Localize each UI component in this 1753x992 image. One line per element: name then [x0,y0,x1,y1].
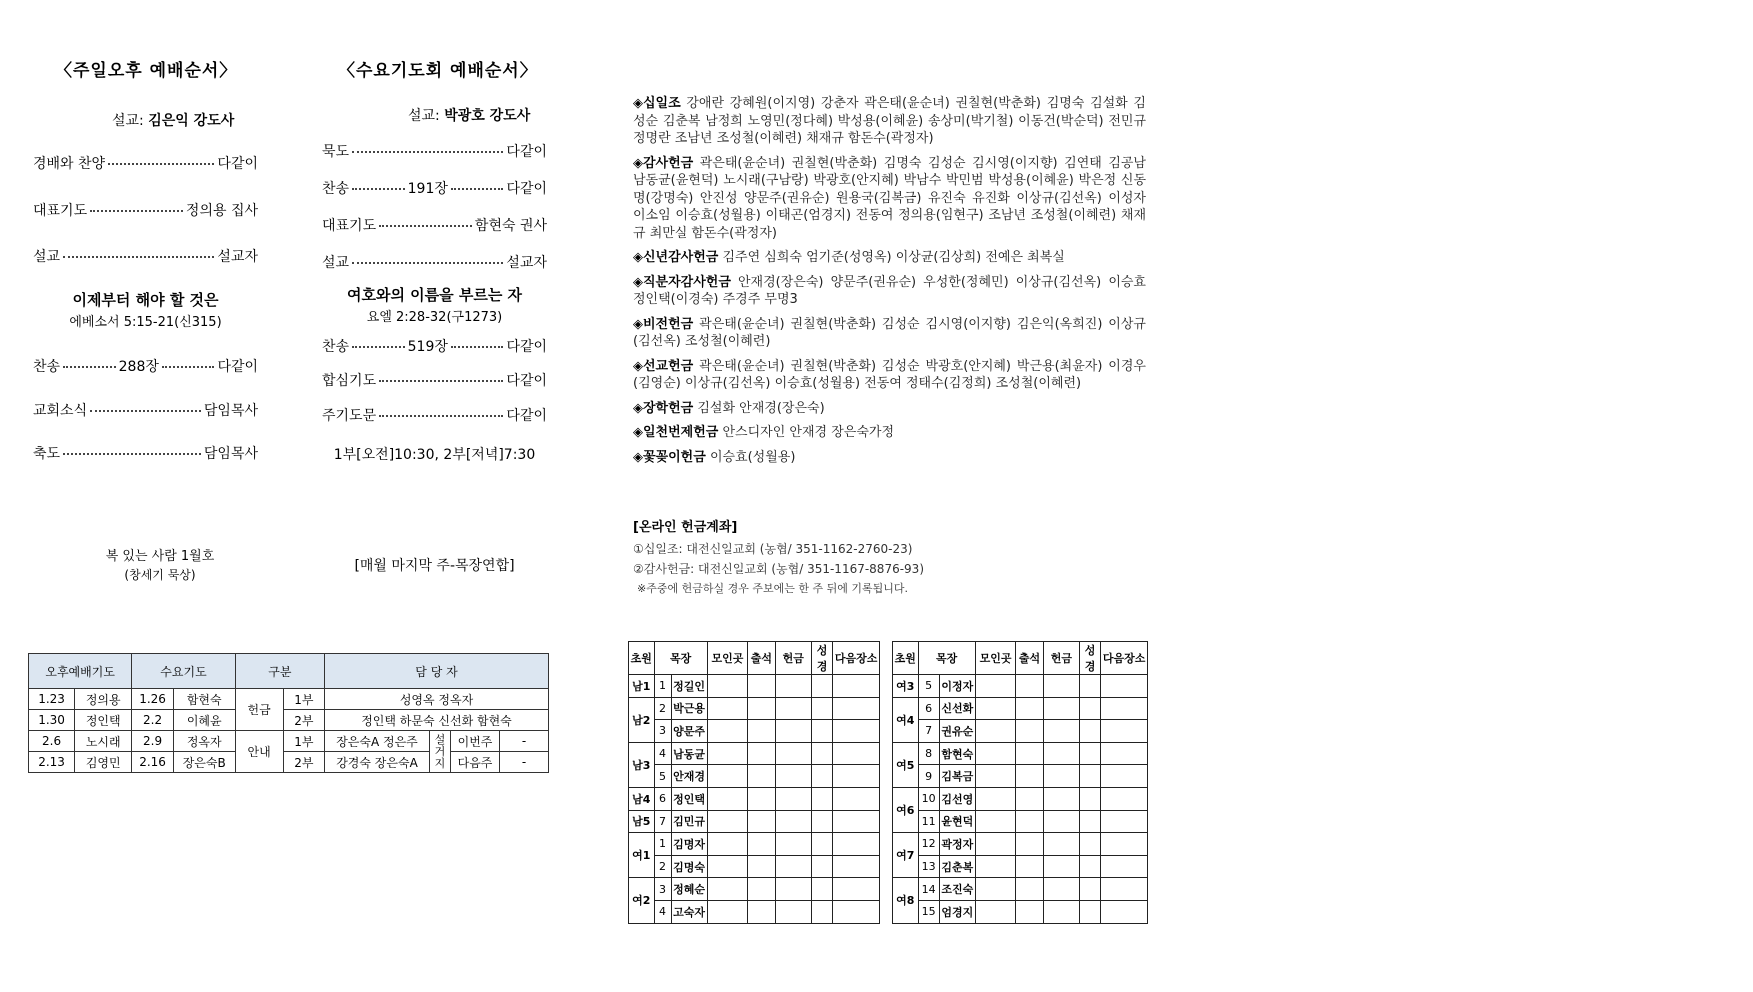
group-leader: 이정자 [939,675,975,698]
empty-cell [1080,787,1101,810]
empty-cell [748,720,776,743]
group-leader: 박근용 [671,697,707,720]
empty-cell [975,833,1015,856]
empty-cell [833,675,880,698]
online-line-1: ①십일조: 대전신일교회 (농협/ 351-1162-2760-23) [633,542,913,556]
empty-cell [1016,675,1044,698]
group-number: 5 [918,675,939,698]
group-leader: 김명자 [671,833,707,856]
table-row [629,833,880,856]
wednesday-item-3: 대표기도 함현숙 권사 [322,218,547,234]
group-leader: 함현숙 [939,742,975,765]
table-row [893,697,1148,720]
sunday-item-3: 설교 설교자 [33,249,258,265]
empty-cell [833,878,880,901]
empty-cell [1043,697,1079,720]
wednesday-title: 〈수요기도회 예배순서〉 [338,61,538,81]
empty-cell [748,833,776,856]
empty-cell [1016,900,1044,923]
group-number: 8 [918,742,939,765]
empty-cell [975,742,1015,765]
empty-cell [975,787,1015,810]
empty-cell [1101,787,1148,810]
empty-cell [1080,900,1101,923]
table-row [893,855,1148,878]
offering-scholarship: ◈장학헌금 김설화 안재경(장은숙) [633,400,825,416]
chowon-cell: 여6 [893,787,919,832]
sunday-item-6: 축도 담임목사 [33,446,258,462]
empty-cell [1080,878,1101,901]
chowon-cell: 여1 [629,833,655,878]
table-row: 2.13 김영민 2.16 장은숙B 2부 강경숙 장은숙A 다음주 - [29,752,549,773]
empty-cell [1016,742,1044,765]
offering-flower: ◈꽃꽂이헌금 이승효(성월용) [633,449,796,465]
offering-tithe: ◈십일조 강애란 강혜원(이지영) 강춘자 곽은태(윤순녀) 권칠현(박춘화) 김명숙 김설화 김성순 김춘복 남정희 노영민(정다혜) 박성용(이혜윤) 송상미(박기철) 이동건(박순덕) 전민규 정명란 조남년 조성철(이혜련) 채재규 함돈수(곽정자) [633,96,1146,146]
empty-cell [748,787,776,810]
wednesday-footer: [매월 마지막 주-목장연합] [354,558,515,574]
group-leader: 김민규 [671,810,707,833]
table-row [893,675,1148,698]
empty-cell [1016,855,1044,878]
empty-cell [707,810,747,833]
empty-cell [833,855,880,878]
group-table-left: 초원 목장 모인곳 출석 헌금 성경 다음장소 남1 1 정길인 남2 2 박근용 3 양문주 남3 4 남동균 5 안재경 남4 6 정인택 남5 7 김민규 여1 1 김명자 2 김명숙 여2 3 정혜순 4 고숙자 [628,641,880,924]
group-leader: 조진숙 [939,878,975,901]
sunday-footer-2: (창세기 묵상) [124,568,196,582]
chowon-cell: 여4 [893,697,919,742]
group-leader: 곽정자 [939,833,975,856]
empty-cell [975,675,1015,698]
empty-cell [975,878,1015,901]
empty-cell [1016,720,1044,743]
empty-cell [975,900,1015,923]
group-leader: 양문주 [671,720,707,743]
online-title: [온라인 헌금계좌] [633,520,738,535]
empty-cell [707,720,747,743]
offering-newyear: ◈신년감사헌금 김주연 심희숙 엄기준(성영옥) 이상균(김상희) 전예은 최복실 [633,250,1065,265]
wednesday-item-5: 찬송 519장 다같이 [322,339,548,355]
empty-cell [1101,742,1148,765]
group-number: 9 [918,765,939,788]
empty-cell [1016,787,1044,810]
empty-cell [833,697,880,720]
group-number: 3 [654,720,671,743]
empty-cell [775,878,811,901]
empty-cell [1043,810,1079,833]
wednesday-item-2: 찬송 191장 다같이 [322,181,548,197]
empty-cell [1043,787,1079,810]
empty-cell [811,742,832,765]
wednesday-item-1: 묵도 다같이 [322,144,547,160]
empty-cell [1101,720,1148,743]
sunday-preacher: 설교: 김은익 강도사 [112,113,235,129]
offering-mission: ◈선교헌금 곽은태(윤순녀) 권칠현(박춘화) 김성순 박광호(안지혜) 박근용(최윤자) 이경우(김영순) 이상규(김선옥) 이승효(성월용) 전동여 정태수(김정희) 조성철(이혜련) [633,358,1146,391]
empty-cell [748,742,776,765]
empty-cell [811,697,832,720]
empty-cell [833,720,880,743]
empty-cell [748,878,776,901]
chowon-cell: 여7 [893,833,919,878]
empty-cell [748,765,776,788]
group-leader: 안재경 [671,765,707,788]
group-leader: 엄경지 [939,900,975,923]
empty-cell [1016,810,1044,833]
table-row [893,720,1148,743]
group-leader: 고숙자 [671,900,707,923]
table-row [629,810,880,833]
group-leader: 남동균 [671,742,707,765]
empty-cell [1043,720,1079,743]
empty-cell [1016,697,1044,720]
sunday-item-4: 찬송 288장 다같이 [33,359,259,375]
sunday-item-1: 경배와 찬양 다같이 [33,156,258,172]
empty-cell [775,833,811,856]
empty-cell [775,900,811,923]
empty-cell [775,810,811,833]
empty-cell [1080,833,1101,856]
group-leader: 정길인 [671,675,707,698]
table-row [629,855,880,878]
empty-cell [707,742,747,765]
group-number: 2 [654,697,671,720]
empty-cell [1043,900,1079,923]
empty-cell [1101,855,1148,878]
empty-cell [707,900,747,923]
empty-cell [1080,675,1101,698]
empty-cell [775,855,811,878]
group-number: 4 [654,900,671,923]
group-leader: 김복금 [939,765,975,788]
empty-cell [707,878,747,901]
table-row [629,878,880,901]
empty-cell [975,855,1015,878]
empty-cell [1080,765,1101,788]
empty-cell [1016,878,1044,901]
offering-thousand: ◈일천번제헌금 안스디자인 안재경 장은숙가정 [633,425,895,440]
duty-header: 수요기도 [132,654,235,689]
wednesday-item-7: 주기도문 다같이 [322,408,547,424]
empty-cell [1043,855,1079,878]
empty-cell [775,675,811,698]
chowon-cell: 남2 [629,697,655,742]
empty-cell [975,697,1015,720]
empty-cell [1101,697,1148,720]
empty-cell [811,765,832,788]
group-number: 1 [654,675,671,698]
wednesday-time: 1부[오전]10:30, 2부[저녁]7:30 [333,447,536,463]
table-row [893,810,1148,833]
empty-cell [775,742,811,765]
sunday-footer-1: 복 있는 사람 1월호 [105,549,215,564]
empty-cell [833,833,880,856]
empty-cell [1016,833,1044,856]
group-number: 11 [918,810,939,833]
empty-cell [1080,810,1101,833]
table-row [629,900,880,923]
duty-header: 담 당 자 [325,654,549,689]
group-number: 5 [654,765,671,788]
table-row [893,833,1148,856]
offerings-list [633,95,1146,473]
table-row [629,742,880,765]
empty-cell [707,675,747,698]
empty-cell [1043,765,1079,788]
wednesday-item-4: 설교 설교자 [322,255,547,271]
group-leader: 권유순 [939,720,975,743]
empty-cell [707,697,747,720]
table-row: 1.30 정인택 2.2 이혜윤 2부 정인택 하문숙 신선화 함현숙 [29,710,549,731]
empty-cell [775,697,811,720]
empty-cell [748,900,776,923]
offering-vision: ◈비전헌금 곽은태(윤순녀) 권칠현(박춘화) 김성순 김시영(이지향) 김은익(옥희진) 이상규(김선옥) 조성철(이혜련) [633,316,1146,349]
wednesday-sermon-title: 여호와의 이름을 부르는 자 [346,286,523,304]
group-number: 7 [654,810,671,833]
group-number: 2 [654,855,671,878]
table-row [893,765,1148,788]
group-leader: 김춘복 [939,855,975,878]
group-number: 12 [918,833,939,856]
empty-cell [833,765,880,788]
group-number: 4 [654,742,671,765]
group-number: 1 [654,833,671,856]
group-number: 14 [918,878,939,901]
chowon-cell: 여5 [893,742,919,787]
wednesday-item-6: 합심기도 다같이 [322,373,547,389]
group-leader: 김선영 [939,787,975,810]
offering-thanks: ◈감사헌금 곽은태(윤순녀) 권칠현(박춘화) 김명숙 김성순 김시영(이지향) 김연태 김공남 남동균(윤현덕) 노시래(구남랑) 박광호(안지혜) 박남수 박민범 박성용(이혜윤) 박은정 신동명(강명숙) 안진성 양문주(권유순) 원용국(김복금) 유진숙 유진화 이상규(김선옥) 이성자 이소임 이승효(성월용) 이태곤(엄경지) 전동여 정의용(임현구) 조남년 조성철(이혜련) 채재규 최만실 함돈수(곽정자) [633,155,1146,241]
empty-cell [748,675,776,698]
group-number: 6 [654,787,671,810]
offering-officer: ◈직분자감사헌금 안재경(장은숙) 양문주(권유순) 우성한(정혜민) 이상규(김선옥) 이승효 정인택(이경숙) 주경주 무명3 [633,274,1146,307]
empty-cell [775,720,811,743]
table-row: 2.6 노시래 2.9 정옥자 안내 1부 장은숙A 정은주 설거지 이번주 - [29,731,549,752]
table-row [893,878,1148,901]
group-number: 10 [918,787,939,810]
empty-cell [1016,765,1044,788]
empty-cell [1101,675,1148,698]
empty-cell [707,833,747,856]
empty-cell [975,765,1015,788]
group-leader: 김명숙 [671,855,707,878]
wednesday-scripture: 요엘 2:28-32(구1273) [366,310,503,325]
chowon-cell: 여8 [893,878,919,923]
empty-cell [811,833,832,856]
sunday-title: 〈주일오후 예배순서〉 [55,61,238,81]
group-number: 6 [918,697,939,720]
empty-cell [1101,833,1148,856]
table-row [629,675,880,698]
group-leader: 정혜순 [671,878,707,901]
group-number: 7 [918,720,939,743]
empty-cell [1043,675,1079,698]
empty-cell [833,810,880,833]
sunday-item-5: 교회소식 담임목사 [33,403,258,419]
empty-cell [1080,855,1101,878]
empty-cell [811,787,832,810]
table-row [893,742,1148,765]
group-leader: 신선화 [939,697,975,720]
chowon-cell: 남1 [629,675,655,698]
empty-cell [748,697,776,720]
empty-cell [811,720,832,743]
empty-cell [1101,765,1148,788]
empty-cell [833,900,880,923]
table-row: 1.23 정의용 1.26 함현숙 헌금 1부 성영옥 정옥자 [29,689,549,710]
table-row [893,900,1148,923]
empty-cell [1101,878,1148,901]
empty-cell [707,855,747,878]
empty-cell [748,810,776,833]
empty-cell [811,878,832,901]
empty-cell [1043,833,1079,856]
online-line-2: ②감사헌금: 대전신일교회 (농협/ 351-1167-8876-93) [633,562,924,576]
online-note: ※주중에 헌금하실 경우 주보에는 한 주 뒤에 기록됩니다. [637,582,908,595]
sunday-item-2: 대표기도 정의용 집사 [33,203,258,219]
sunday-sermon-title: 이제부터 해야 할 것은 [72,291,219,309]
duty-header: 오후예배기도 [29,654,132,689]
table-row [629,720,880,743]
empty-cell [975,810,1015,833]
chowon-cell: 남4 [629,787,655,810]
chowon-cell: 남5 [629,810,655,833]
duty-header: 구분 [235,654,324,689]
group-number: 3 [654,878,671,901]
wednesday-preacher: 설교: 박광호 강도사 [408,108,531,124]
empty-cell [833,787,880,810]
table-row [629,765,880,788]
chowon-cell: 여2 [629,878,655,923]
group-number: 13 [918,855,939,878]
empty-cell [1080,720,1101,743]
group-table-right: 초원 목장 모인곳 출석 헌금 성경 다음장소 여3 5 이정자 여4 6 신선화 7 권유순 여5 8 함현숙 9 김복금 여6 10 김선영 11 윤현덕 여7 12 곽정자 13 김춘복 여8 14 조진숙 15 엄경지 [892,641,1148,924]
empty-cell [1101,900,1148,923]
empty-cell [975,720,1015,743]
group-leader: 윤현덕 [939,810,975,833]
empty-cell [811,900,832,923]
empty-cell [1043,878,1079,901]
sunday-scripture: 에베소서 5:15-21(신315) [69,315,222,330]
table-row [629,787,880,810]
empty-cell [707,787,747,810]
duty-table [28,653,549,773]
table-row [893,787,1148,810]
empty-cell [707,765,747,788]
empty-cell [811,675,832,698]
empty-cell [1080,742,1101,765]
chowon-cell: 남3 [629,742,655,787]
group-number: 15 [918,900,939,923]
empty-cell [775,765,811,788]
empty-cell [1080,697,1101,720]
table-row [629,697,880,720]
empty-cell [1101,810,1148,833]
empty-cell [775,787,811,810]
empty-cell [748,855,776,878]
group-leader: 정인택 [671,787,707,810]
empty-cell [811,810,832,833]
chowon-cell: 여3 [893,675,919,698]
empty-cell [833,742,880,765]
empty-cell [811,855,832,878]
empty-cell [1043,742,1079,765]
